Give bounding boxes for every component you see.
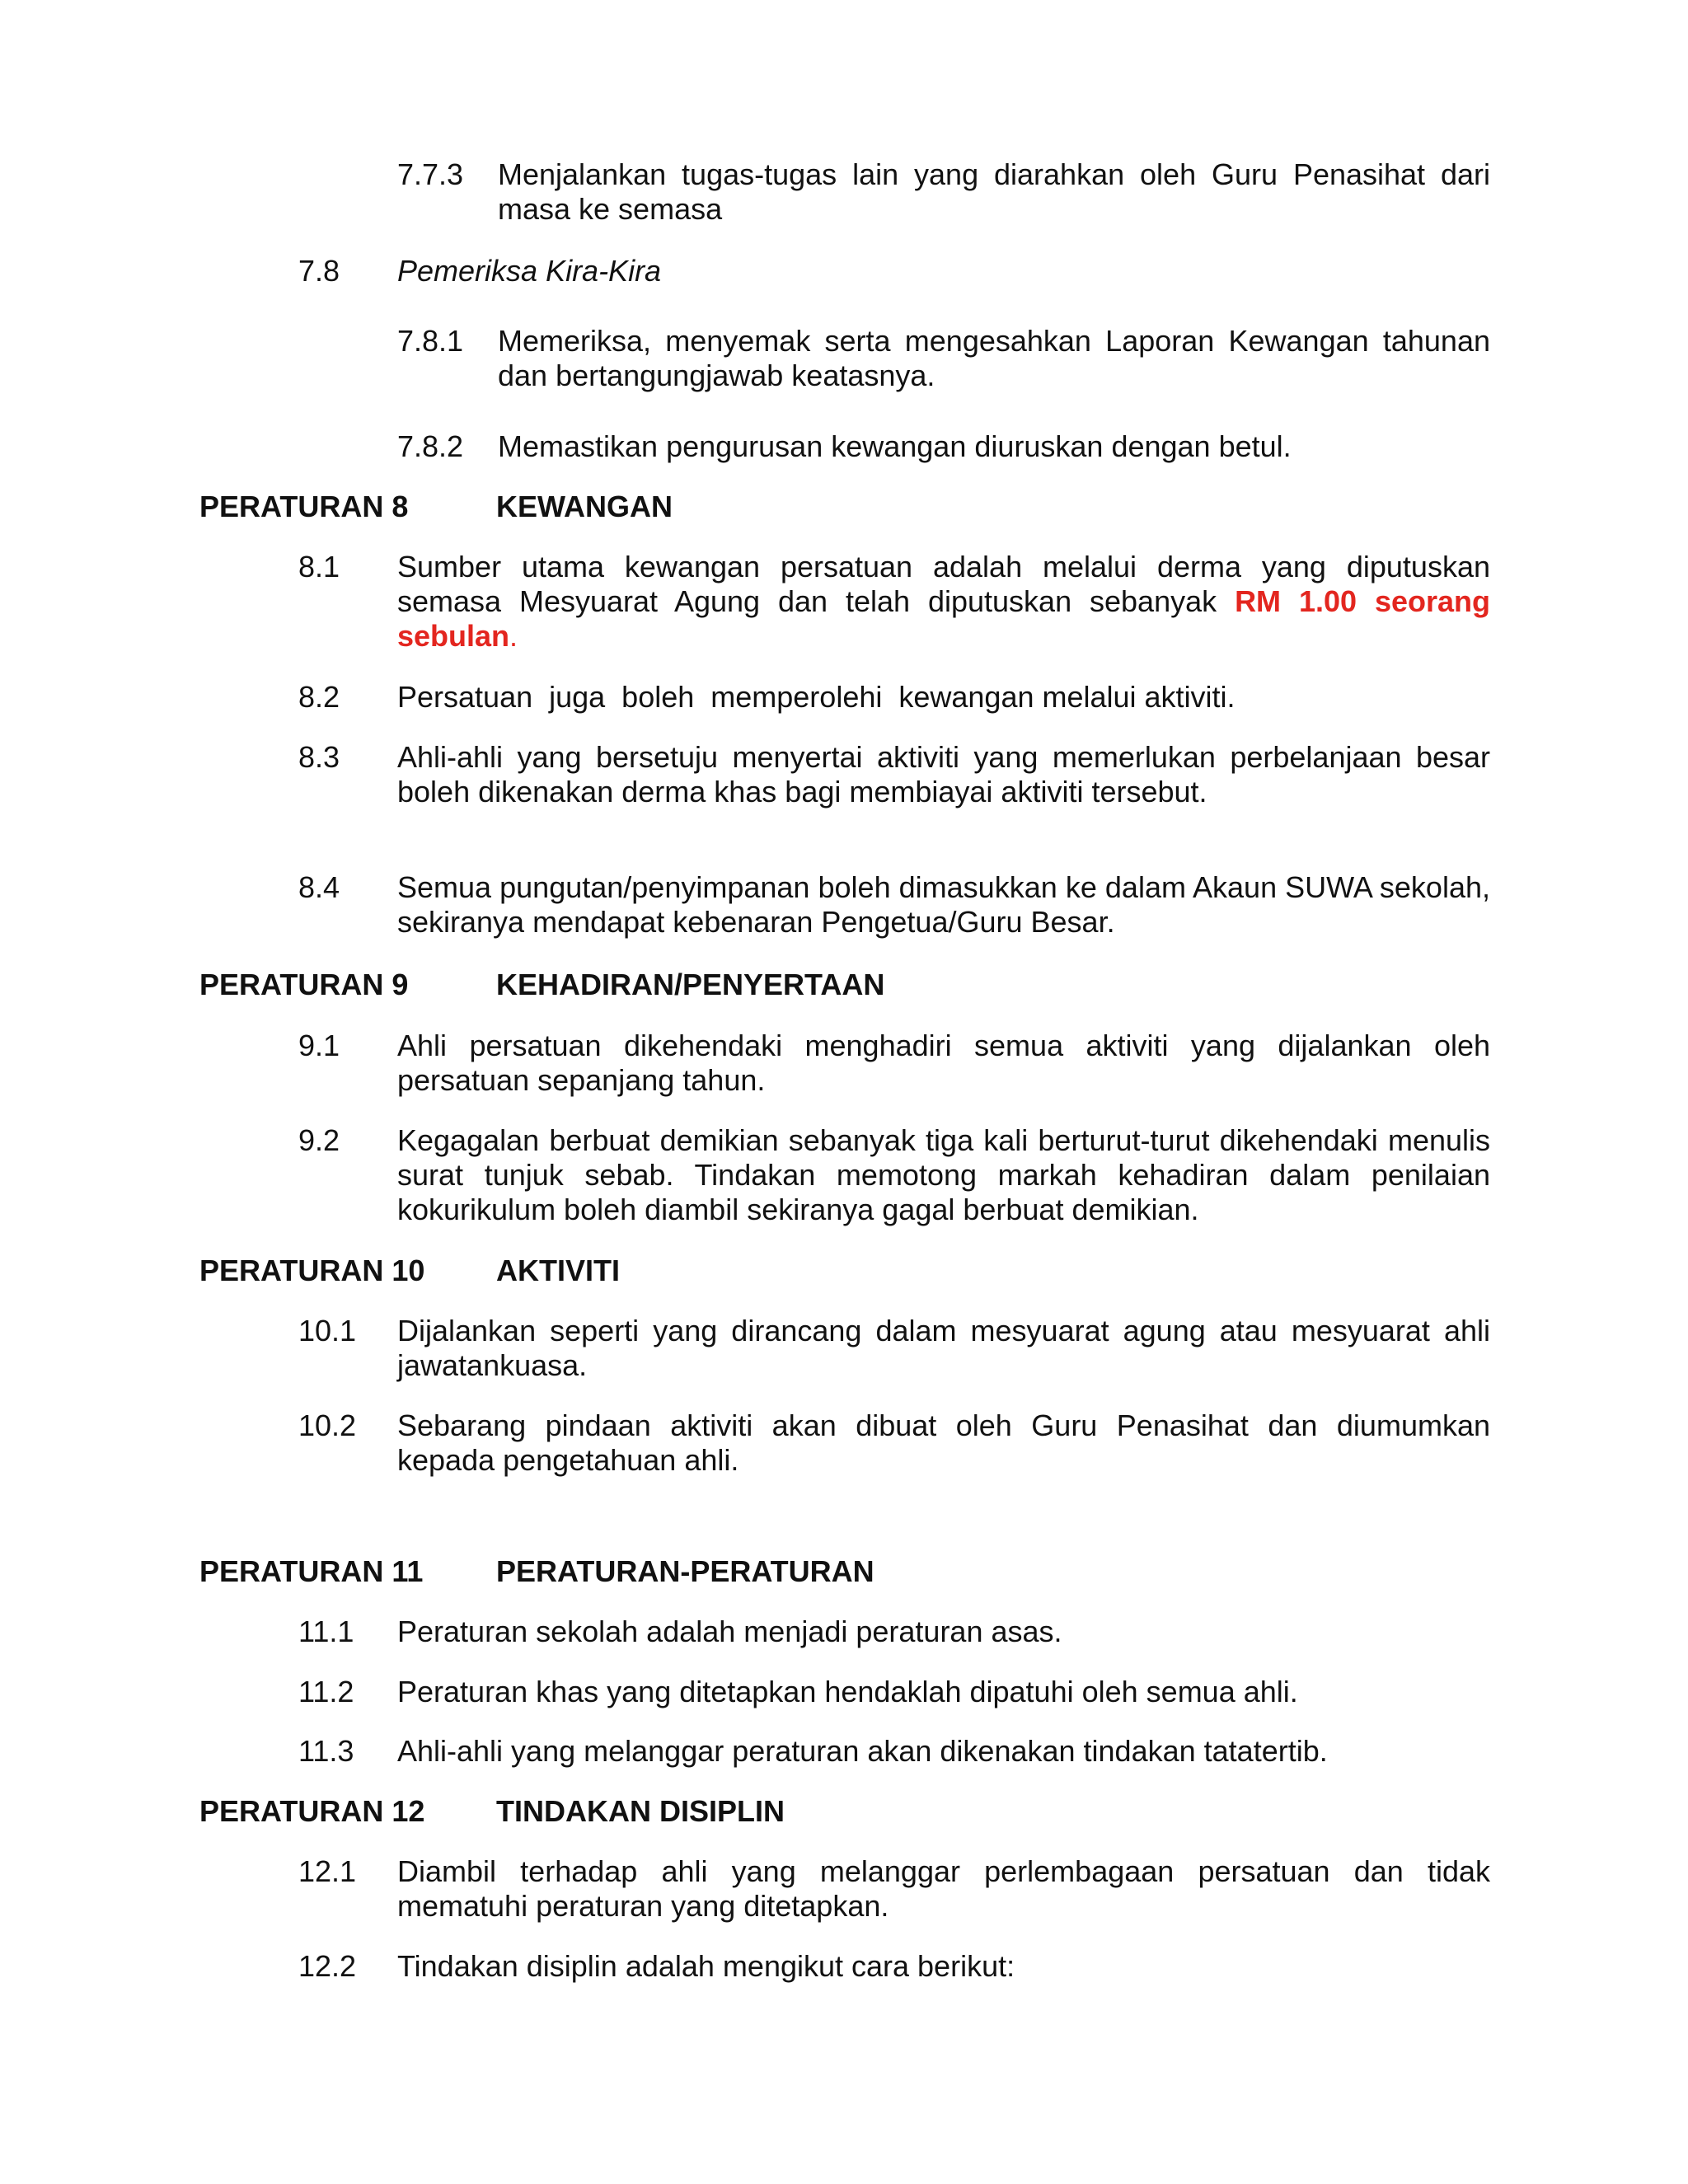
clause-text: Sebarang pindaan aktiviti akan dibuat oleh Guru Penasihat dan diumumkan kepada pengetahuan ahli. [397,1408,1490,1477]
clause-text: Memastikan pengurusan kewangan diuruskan dengan betul. [498,429,1292,463]
clause-11-3 [298,1734,1490,1769]
heading-label: PERATURAN 8 [199,490,409,523]
clause-8-4 [298,870,1490,940]
clause-number: 8.4 [298,870,340,904]
heading-label: PERATURAN 11 [199,1554,424,1588]
clause-text-tail: . [509,619,518,653]
clause-text-body: Sumber utama kewangan persatuan adalah melalui derma yang diputuskan semasa Mesyuarat Agung dan telah diputuskan sebanyak [397,550,1490,618]
clause-10-2 [298,1408,1490,1478]
clause-8-3 [298,740,1490,809]
heading-label: PERATURAN 12 [199,1794,425,1828]
clause-12-1 [298,1854,1490,1924]
clause-11-1 [298,1615,1490,1649]
clause-number: 7.8.1 [397,324,464,358]
clause-number: 9.2 [298,1123,340,1157]
heading-title: AKTIVITI [496,1254,620,1287]
clause-title: Pemeriksa Kira-Kira [397,254,662,288]
clause-number: 11.2 [298,1675,354,1708]
heading-peraturan-12 [199,1794,785,1829]
clause-number: 11.1 [298,1615,354,1648]
clause-text: Peraturan sekolah adalah menjadi peraturan asas. [397,1615,1062,1648]
clause-number: 10.2 [298,1408,357,1442]
clause-11-2 [298,1675,1490,1709]
heading-label: PERATURAN 10 [199,1254,425,1287]
clause-number: 7.8 [298,254,340,288]
clause-text: Dijalankan seperti yang dirancang dalam mesyuarat agung atau mesyuarat ahli jawatankuasa. [397,1314,1490,1382]
clause-7-8 [298,254,1490,288]
clause-7-8-2 [397,429,1490,464]
heading-title: TINDAKAN DISIPLIN [496,1794,785,1828]
clause-text: Ahli persatuan dikehendaki menghadiri semua aktiviti yang dijalankan oleh persatuan sepanjang tahun. [397,1029,1490,1097]
clause-text: Menjalankan tugas-tugas lain yang diarahkan oleh Guru Penasihat dari masa ke semasa [498,157,1490,226]
clause-text: Ahli-ahli yang melanggar peraturan akan dikenakan tindakan tatatertib. [397,1734,1328,1768]
clause-8-1 [298,550,1490,654]
clause-number: 7.8.2 [397,429,464,463]
heading-title: PERATURAN-PERATURAN [496,1554,874,1588]
clause-number: 8.2 [298,680,340,714]
clause-7-7-3 [397,157,1490,227]
clause-12-2 [298,1949,1490,1984]
clause-text: Ahli-ahli yang bersetuju menyertai aktiviti yang memerlukan perbelanjaan besar boleh dikenakan derma khas bagi membiayai aktiviti tersebut. [397,740,1490,808]
clause-10-1 [298,1314,1490,1383]
clause-number: 12.1 [298,1854,357,1888]
clause-number: 8.1 [298,550,340,583]
clause-8-2 [298,680,1490,715]
clause-text: Peraturan khas yang ditetapkan hendaklah dipatuhi oleh semua ahli. [397,1675,1298,1708]
heading-peraturan-8 [199,490,673,524]
clause-text: Persatuan juga boleh memperolehi kewangan melalui aktiviti. [397,680,1236,714]
clause-9-2 [298,1123,1490,1227]
clause-text: Memeriksa, menyemak serta mengesahkan Laporan Kewangan tahunan dan bertangungjawab keatasnya. [498,324,1490,392]
clause-text: Diambil terhadap ahli yang melanggar perlembagaan persatuan dan tidak mematuhi peraturan yang ditetapkan. [397,1854,1490,1923]
highlight-amount: RM 1.00 seorang sebulan [397,584,1491,653]
clause-number: 8.3 [298,740,340,774]
heading-peraturan-9 [199,968,884,1002]
heading-title: KEHADIRAN/PENYERTAAN [496,968,885,1001]
clause-number: 7.7.3 [397,157,464,191]
clause-number: 11.3 [298,1734,354,1768]
clause-number: 10.1 [298,1314,357,1347]
clause-number: 9.1 [298,1029,340,1062]
clause-number: 12.2 [298,1949,357,1983]
heading-title: KEWANGAN [496,490,673,523]
clause-9-1 [298,1029,1490,1098]
clause-text [397,550,1490,654]
heading-label: PERATURAN 9 [199,968,409,1001]
clause-7-8-1 [397,324,1490,393]
clause-text: Kegagalan berbuat demikian sebanyak tiga kali berturut-turut dikehendaki menulis surat tunjuk sebab. Tindakan memotong markah kehadiran dalam penilaian kokurikulum boleh diambil sekiranya gagal berbuat demikian. [397,1123,1490,1226]
clause-text: Semua pungutan/penyimpanan boleh dimasukkan ke dalam Akaun SUWA sekolah, sekiranya mendapat kebenaran Pengetua/Guru Besar. [397,870,1490,939]
heading-peraturan-10 [199,1254,620,1288]
heading-peraturan-11 [199,1554,874,1589]
clause-text: Tindakan disiplin adalah mengikut cara berikut: [397,1949,1015,1983]
